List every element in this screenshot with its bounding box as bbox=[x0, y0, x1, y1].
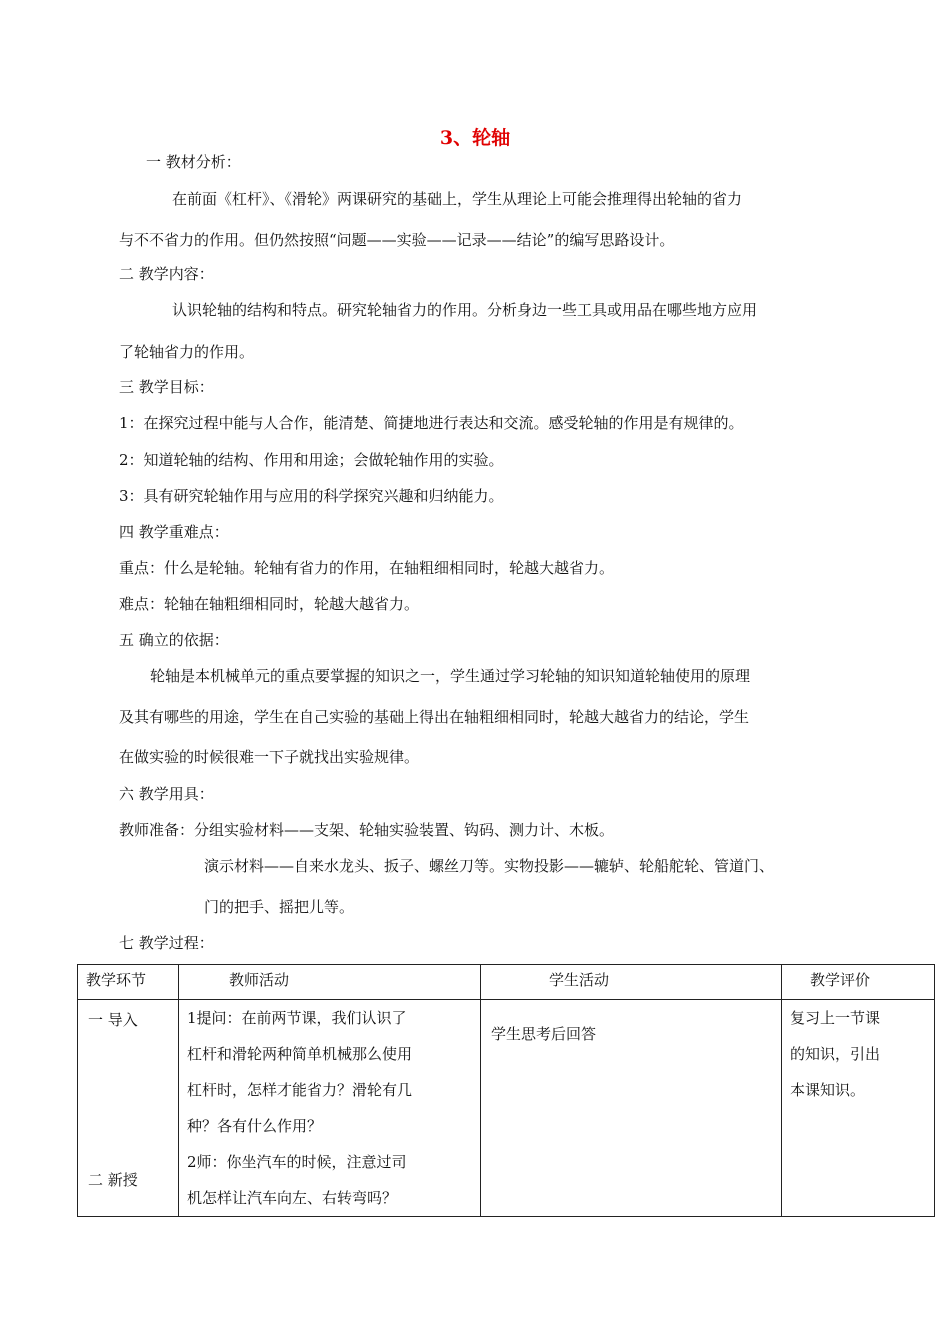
section-heading-teaching-content: 二 教学内容： bbox=[119, 265, 214, 283]
paragraph-line: 教师准备：分组实验材料——支架、轮轴实验装置、钩码、测力计、木板。 bbox=[119, 821, 615, 839]
paragraph-line: 在前面《杠杆》、《滑轮》两课研究的基础上，学生从理论上可能会推理得出轮轴的省力 bbox=[172, 190, 743, 208]
header-student-activity: 学生活动 bbox=[549, 971, 610, 989]
section-heading-textbook-analysis: 一 教材分析： bbox=[146, 153, 241, 171]
section-heading-key-points: 四 教学重难点： bbox=[119, 523, 229, 541]
goal-item: 1：在探究过程中能与人合作，能清楚、简捷地进行表达和交流。感受轮轴的作用是有规律的。 bbox=[119, 414, 744, 432]
document-title: 3、轮轴 bbox=[439, 127, 511, 149]
paragraph-line: 轮轴是本机械单元的重点要掌握的知识之一，学生通过学习轮轴的知识知道轮轴使用的原理 bbox=[150, 667, 751, 685]
goal-item: 3：具有研究轮轴作用与应用的科学探究兴趣和归纳能力。 bbox=[119, 487, 504, 505]
table-header-row bbox=[78, 965, 935, 1000]
table-cell-stage bbox=[78, 1000, 179, 1217]
evaluation-line: 的知识，引出 bbox=[790, 1045, 881, 1063]
evaluation-line: 本课知识。 bbox=[790, 1081, 866, 1099]
section-heading-teaching-goals: 三 教学目标： bbox=[119, 378, 214, 396]
header-stage: 教学环节 bbox=[86, 971, 147, 989]
table-header-cell bbox=[78, 965, 179, 1000]
paragraph-line: 在做实验的时候很难一下子就找出实验规律。 bbox=[119, 748, 420, 766]
table-cell-student-activity bbox=[481, 1000, 782, 1217]
teacher-activity-line: 种？各有什么作用？ bbox=[187, 1117, 323, 1135]
goal-item: 2：知道轮轴的结构、作用和用途；会做轮轴作用的实验。 bbox=[119, 451, 504, 469]
table-header-cell bbox=[481, 965, 782, 1000]
table-cell-teacher-activity bbox=[179, 1000, 481, 1217]
header-teacher-activity: 教师活动 bbox=[229, 971, 290, 989]
student-activity-text: 学生思考后回答 bbox=[491, 1025, 597, 1043]
teaching-process-table bbox=[77, 964, 935, 1217]
table-row bbox=[78, 1000, 935, 1217]
teacher-activity-line: 机怎样让汽车向左、右转弯吗？ bbox=[187, 1189, 398, 1207]
key-point-item: 重点：什么是轮轴。轮轴有省力的作用，在轴粗细相同时，轮越大越省力。 bbox=[119, 559, 615, 577]
section-heading-basis: 五 确立的依据： bbox=[119, 631, 229, 649]
evaluation-line: 复习上一节课 bbox=[790, 1009, 881, 1027]
table-header-cell bbox=[179, 965, 481, 1000]
table-cell-evaluation bbox=[782, 1000, 935, 1217]
stage-intro: 一 导入 bbox=[88, 1011, 138, 1029]
paragraph-line: 演示材料——自来水龙头、扳子、螺丝刀等。实物投影——辘轳、轮船舵轮、管道门、 bbox=[204, 857, 775, 875]
paragraph-line: 及其有哪些的用途，学生在自己实验的基础上得出在轴粗细相同时，轮越大越省力的结论，学生 bbox=[119, 708, 750, 726]
paragraph-line: 门的把手、摇把儿等。 bbox=[204, 898, 355, 916]
paragraph-line: 了轮轴省力的作用。 bbox=[119, 343, 255, 361]
teacher-activity-line: 1提问：在前两节课，我们认识了 bbox=[187, 1009, 407, 1027]
section-heading-teaching-process: 七 教学过程： bbox=[119, 934, 214, 952]
stage-new-lesson: 二 新授 bbox=[88, 1171, 138, 1189]
teacher-activity-line: 杠杆时，怎样才能省力？滑轮有几 bbox=[187, 1081, 413, 1099]
teacher-activity-line: 2师：你坐汽车的时候，注意过司 bbox=[187, 1153, 407, 1171]
paragraph-line: 认识轮轴的结构和特点。研究轮轴省力的作用。分析身边一些工具或用品在哪些地方应用 bbox=[172, 301, 758, 319]
header-evaluation: 教学评价 bbox=[810, 971, 871, 989]
key-point-item: 难点：轮轴在轴粗细相同时，轮越大越省力。 bbox=[119, 595, 420, 613]
teacher-activity-line: 杠杆和滑轮两种简单机械那么使用 bbox=[187, 1045, 413, 1063]
section-heading-teaching-tools: 六 教学用具： bbox=[119, 785, 214, 803]
table-header-cell bbox=[782, 965, 935, 1000]
paragraph-line: 与不不省力的作用。但仍然按照“问题——实验——记录——结论”的编写思路设计。 bbox=[119, 231, 675, 249]
